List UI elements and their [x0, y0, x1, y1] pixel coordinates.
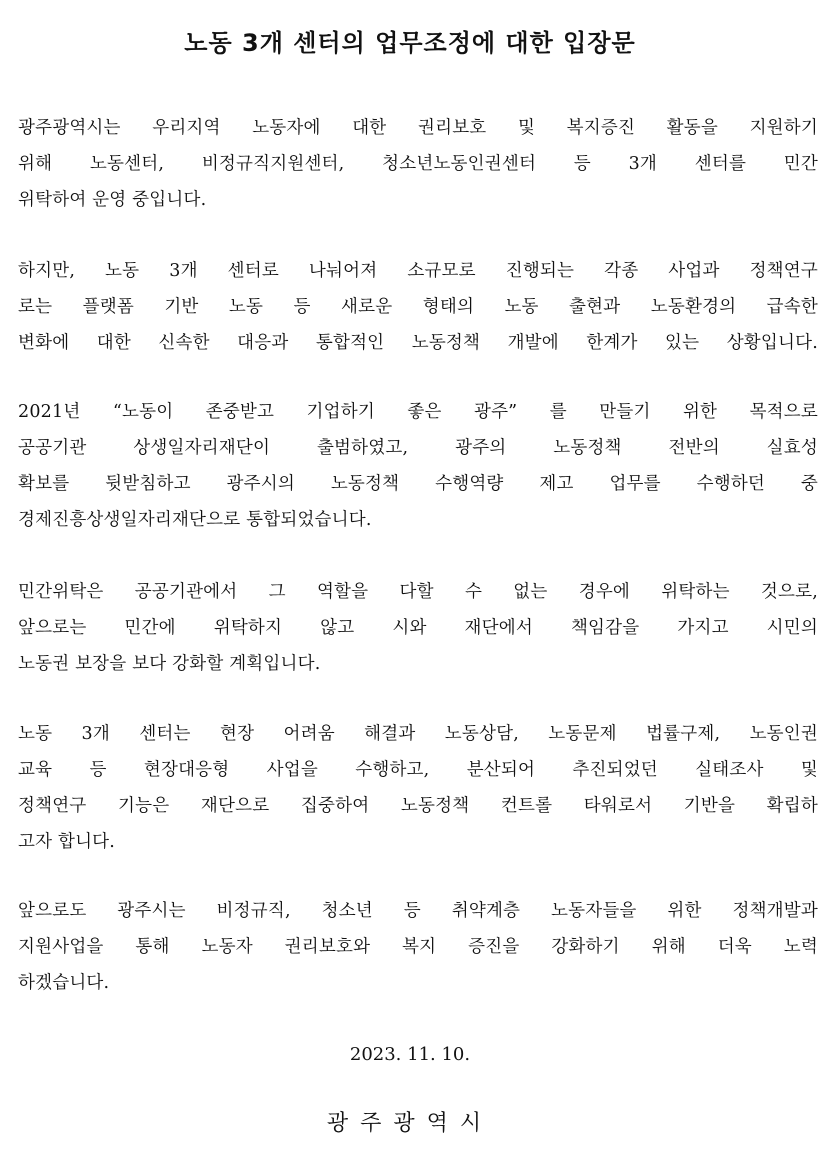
paragraph-line: 정책연구 기능은 재단으로 집중하여 노동정책 컨트롤 타워로서 기반을 확립하: [18, 796, 818, 816]
paragraph-line: 광주광역시는 우리지역 노동자에 대한 권리보호 및 복지증진 활동을 지원하기: [18, 118, 818, 138]
paragraph-line: 공공기관 상생일자리재단이 출범하였고, 광주의 노동정책 전반의 실효성: [18, 438, 818, 458]
document-title: 노동 3개 센터의 업무조정에 대한 입장문: [184, 29, 636, 57]
paragraph-line: 앞으로는 민간에 위탁하지 않고 시와 재단에서 책임감을 가지고 시민의: [18, 618, 818, 638]
paragraph-line: 교육 등 현장대응형 사업을 수행하고, 분산되어 추진되었던 실태조사 및: [18, 760, 818, 780]
paragraph-4: [18, 574, 818, 682]
paragraph-line: 하지만, 노동 3개 센터로 나눠어져 소규모로 진행되는 각종 사업과 정책연구: [18, 261, 818, 281]
paragraph-line: 확보를 뒷받침하고 광주시의 노동정책 수행역량 제고 업무를 수행하던 중: [18, 474, 818, 494]
paragraph-line: 2021년 “노동이 존중받고 기업하기 좋은 광주” 를 만들기 위한 목적으로: [18, 402, 818, 422]
document-date: 2023. 11. 10.: [349, 1044, 471, 1065]
paragraph-line: 지원사업을 통해 노동자 권리보호와 복지 증진을 강화하기 위해 더욱 노력: [18, 937, 818, 957]
paragraph-line: 노동권 보장을 보다 강화할 계획입니다.: [18, 654, 321, 674]
paragraph-6: [18, 893, 818, 1001]
paragraph-1: [18, 110, 818, 218]
paragraph-2: [18, 253, 818, 361]
paragraph-line: 민간위탁은 공공기관에서 그 역할을 다할 수 없는 경우에 위탁하는 것으로,: [18, 582, 818, 602]
paragraph-line: 변화에 대한 신속한 대응과 통합적인 노동정책 개발에 한계가 있는 상황입니다.: [18, 333, 818, 353]
paragraph-line: 노동 3개 센터는 현장 어려움 해결과 노동상담, 노동문제 법률구제, 노동인권: [18, 724, 818, 744]
paragraph-3: [18, 394, 818, 538]
issuer-name: 광주광역시: [326, 1111, 494, 1136]
paragraph-line: 앞으로도 광주시는 비정규직, 청소년 등 취약계층 노동자들을 위한 정책개발과: [18, 901, 818, 921]
paragraph-line: 위해 노동센터, 비정규직지원센터, 청소년노동인권센터 등 3개 센터를 민간: [18, 154, 818, 174]
paragraph-line: 고자 합니다.: [18, 832, 116, 852]
paragraph-5: [18, 716, 818, 860]
paragraph-line: 하겠습니다.: [18, 973, 110, 993]
paragraph-line: 로는 플랫폼 기반 노동 등 새로운 형태의 노동 출현과 노동환경의 급속한: [18, 297, 818, 317]
paragraph-line: 위탁하여 운영 중입니다.: [18, 190, 207, 210]
paragraph-line: 경제진흥상생일자리재단으로 통합되었습니다.: [18, 510, 372, 530]
